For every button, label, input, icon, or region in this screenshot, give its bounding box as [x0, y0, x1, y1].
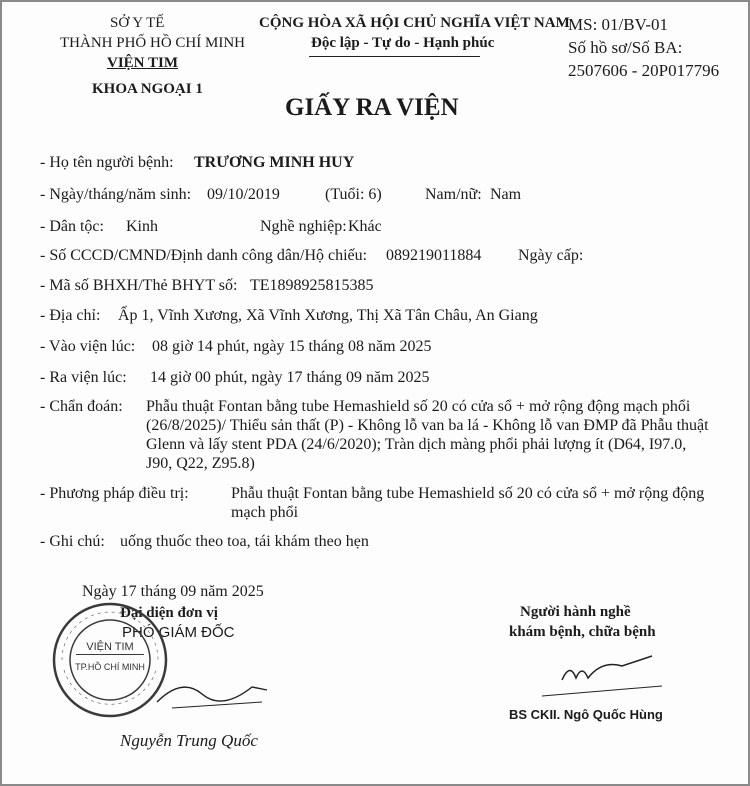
hospital: VIỆN TIM	[107, 55, 178, 71]
motto-underline	[309, 56, 480, 57]
admission-label: - Vào viện lúc:	[40, 338, 136, 355]
dob-label: - Ngày/tháng/năm sinh:	[40, 186, 192, 203]
treatment-line: Phẫu thuật Fontan bằng tube Hemashield số 20 có cửa sổ + mở rộng động	[231, 485, 705, 502]
diagnosis-line: Glenn và lấy stent PDA (24/6/2020); Tràn dịch màng phổi phải lượng ít (D64, I97.0,	[146, 436, 687, 453]
admission-time: 08 giờ 14 phút, ngày 15 tháng 08 năm 2025	[152, 338, 432, 355]
diagnosis-line: Phẫu thuật Fontan bằng tube Hemashield số 20 có cửa sổ + mở rộng động mạch phổi	[146, 398, 691, 415]
insurance-number: TE1898925815385	[250, 277, 374, 294]
issue-date-label: Ngày cấp:	[518, 247, 584, 264]
treatment-line: mạch phổi	[231, 504, 299, 521]
patient-name: TRƯƠNG MINH HUY	[194, 154, 355, 171]
director-signature	[152, 672, 272, 712]
id-number: 089219011884	[386, 247, 482, 264]
record-label: Số hồ sơ/Số BA:	[568, 38, 683, 57]
motto: Độc lập - Tự do - Hạnh phúc	[311, 35, 495, 51]
age: (Tuổi: 6)	[325, 186, 382, 203]
ministry: SỞ Y TẾ	[110, 15, 165, 31]
record-number: 2507606 - 20P017796	[568, 61, 720, 80]
country-name: CỘNG HÒA XÃ HỘI CHỦ NGHĨA VIỆT NAM	[259, 15, 570, 31]
director-name: Nguyễn Trung Quốc	[120, 731, 258, 750]
treatment-label: - Phương pháp điều trị:	[40, 485, 189, 502]
diagnosis-line: J90, Q22, Z95.8)	[146, 455, 255, 472]
note: uống thuốc theo toa, tái khám theo hẹn	[120, 533, 369, 550]
address-label: - Địa chỉ:	[40, 307, 101, 324]
insurance-label: - Mã số BHXH/Thẻ BHYT số:	[40, 277, 238, 294]
document-title: GIẤY RA VIỆN	[285, 94, 459, 121]
note-label: - Ghi chú:	[40, 533, 105, 550]
stamp-inner-1: VIỆN TIM	[86, 641, 134, 653]
occupation-label: Nghề nghiệp:	[260, 218, 347, 235]
practitioner-role: khám bệnh, chữa bệnh	[509, 624, 656, 640]
city: THÀNH PHỐ HỒ CHÍ MINH	[60, 35, 245, 51]
occupation: Khác	[348, 218, 382, 235]
discharge-label: - Ra viện lúc:	[40, 369, 127, 386]
practitioner-label: Người hành nghề	[520, 604, 631, 620]
doctor-name: BS CKII. Ngô Quốc Hùng	[509, 707, 663, 722]
ethnicity-label: - Dân tộc:	[40, 218, 104, 235]
doctor-signature	[542, 650, 662, 700]
sex-label: Nam/nữ:	[425, 186, 482, 203]
ethnicity: Kinh	[126, 218, 158, 235]
department: KHOA NGOẠI 1	[92, 81, 203, 97]
address: Ấp 1, Vĩnh Xương, Xã Vĩnh Xương, Thị Xã Tân Châu, An Giang	[118, 307, 538, 324]
form-code: MS: 01/BV-01	[568, 15, 668, 34]
discharge-time: 14 giờ 00 phút, ngày 17 tháng 09 năm 2025	[150, 369, 430, 386]
diagnosis-label: - Chẩn đoán:	[40, 398, 123, 415]
stamp-inner-2: TP.HỒ CHÍ MINH	[75, 662, 145, 672]
sign-date: Ngày 17 tháng 09 năm 2025	[82, 583, 264, 600]
name-label: - Họ tên người bệnh:	[40, 154, 174, 171]
id-label: - Số CCCD/CMND/Định danh công dân/Hộ chiếu:	[40, 247, 368, 264]
sex: Nam	[490, 186, 522, 203]
unit-representative: Đại diện đơn vị	[120, 605, 218, 621]
dob: 09/10/2019	[207, 186, 280, 203]
unit-rep-title: PHÓ GIÁM ĐỐC	[122, 624, 235, 641]
diagnosis-line: (26/8/2025)/ Thiểu sản thất (P) - Không lỗ van ba lá - Không lỗ van ĐMP đã Phẫu thuật	[146, 417, 709, 434]
